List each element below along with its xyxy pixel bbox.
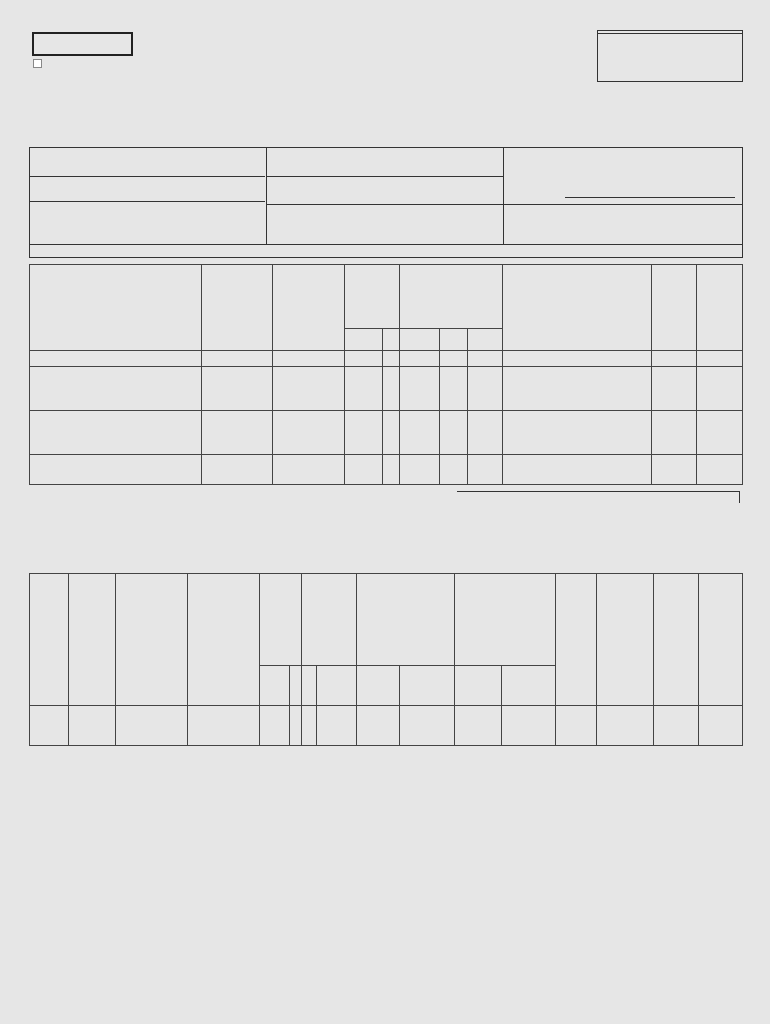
- t1-h3: [344, 265, 399, 329]
- t2-h6: [357, 574, 455, 666]
- t1-h7: [697, 265, 743, 351]
- t1-sub-code: [344, 329, 382, 351]
- table-row: [30, 706, 743, 746]
- table-row: [30, 351, 743, 367]
- table-row: [30, 411, 743, 455]
- t2-h11: [699, 574, 743, 706]
- t1-h4: [399, 265, 502, 329]
- form4-title-box: [32, 32, 133, 56]
- t1-h6: [651, 265, 697, 351]
- t2-h3a: [187, 574, 259, 706]
- omb-title: [598, 31, 742, 34]
- table-row: [30, 455, 743, 485]
- t2-sub-amount: [501, 666, 555, 706]
- table1: [29, 264, 743, 485]
- t2-sub-v: [290, 666, 302, 706]
- t2-sub-expiration: [399, 666, 455, 706]
- t2-h9: [597, 574, 654, 706]
- t2-h8: [555, 574, 597, 706]
- t2-h10: [653, 574, 699, 706]
- t1-h2a: [273, 265, 345, 329]
- table2: [29, 573, 743, 746]
- t2-h5: [302, 574, 357, 666]
- t1-h1: [30, 265, 202, 329]
- t1-sub-price: [467, 329, 502, 351]
- t2-sub-title: [455, 666, 502, 706]
- t2-sub-code: [259, 666, 289, 706]
- t1-h5: [502, 265, 651, 329]
- t2-h3: [116, 574, 188, 706]
- omb-approval-box: [597, 30, 743, 82]
- t2-h7: [455, 574, 555, 666]
- no-longer-subject-checkbox[interactable]: [33, 59, 42, 68]
- t2-h2: [69, 574, 116, 706]
- t1-sub-aord: [440, 329, 467, 351]
- t2-sub-exercisable: [357, 666, 400, 706]
- t2-h1: [30, 574, 69, 706]
- t1-h2: [202, 265, 273, 329]
- t2-sub-a: [302, 666, 316, 706]
- t2-h4: [259, 574, 302, 666]
- t1-sub-v: [383, 329, 399, 351]
- top-section-frame: [29, 147, 743, 258]
- t2-sub-d: [316, 666, 357, 706]
- t1-sub-amount: [399, 329, 440, 351]
- table-row: [30, 367, 743, 411]
